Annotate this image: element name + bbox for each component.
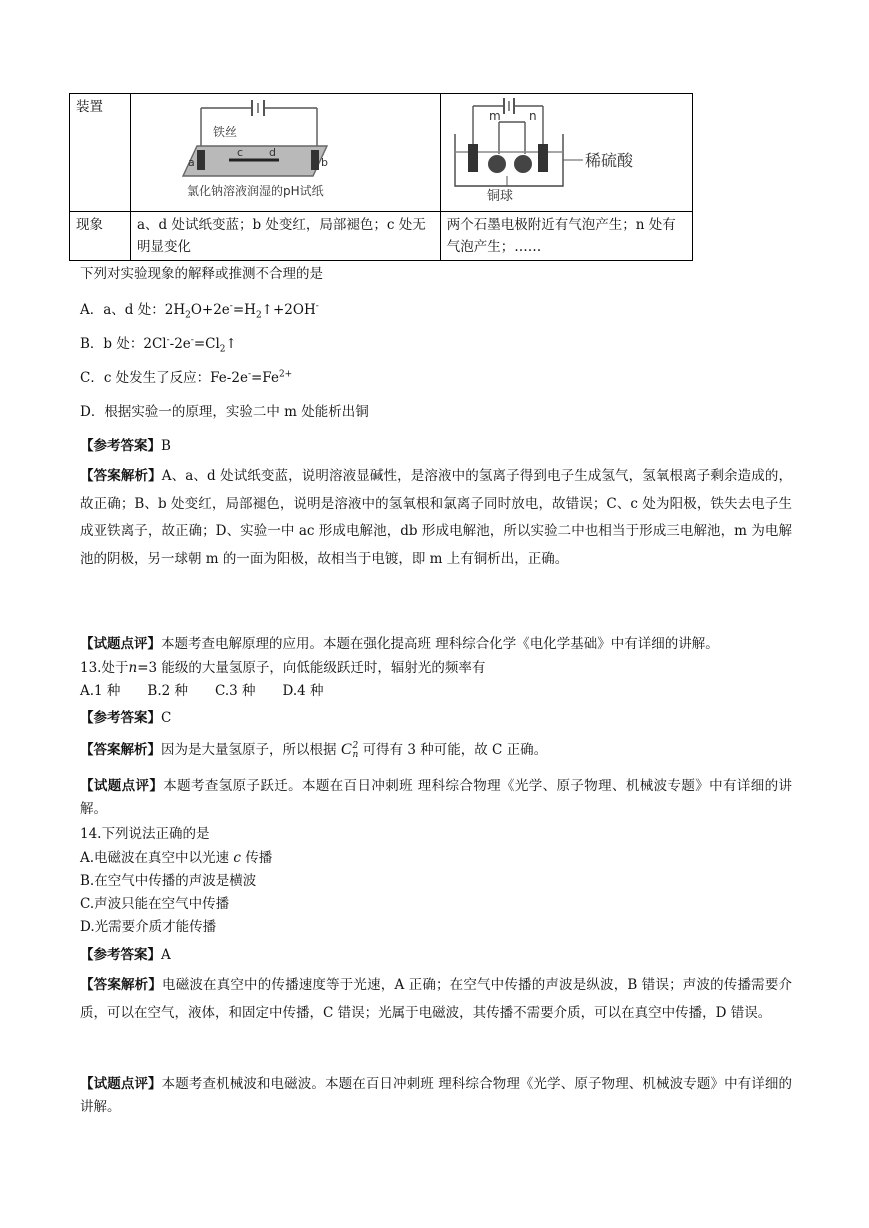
q12-stem: 下列对实验现象的解释或推测不合理的是	[80, 266, 323, 282]
apparatus-diagram-1-cell	[131, 94, 441, 212]
q13-comment: 【试题点评】本题考查氢原子跃迁。本题在百日冲刺班 理科综合物理《光学、原子物理、机械波专题》中有详细的讲解。	[80, 778, 792, 817]
q12-answer: 【参考答案】B	[80, 438, 171, 454]
q13-answer: 【参考答案】C	[80, 710, 172, 726]
q14-option-b: B.在空气中传播的声波是横波	[80, 873, 257, 889]
q12-comment: 【试题点评】本题考查电解原理的应用。本题在强化提高班 理科综合化学《电化学基础》中有详细的讲解。	[80, 636, 719, 652]
q12-option-a: A．a、d 处：$2H_2O+2e^-=H_2↑+2OH^-$	[80, 301, 319, 321]
electrolysis-ph-paper-diagram	[131, 94, 439, 204]
q12-option-d: D．根据实验一的原理，实验二中 m 处能析出铜	[80, 404, 369, 420]
q14-option-d: D.光需要介质才能传播	[80, 919, 217, 935]
diagram-label-m: m	[488, 109, 501, 123]
q14-option-c: C.声波只能在空气中传播	[80, 896, 230, 912]
q14-option-a: A.电磁波在真空中以光速 c 传播	[80, 850, 273, 866]
diagram-label-acid: 稀硫酸	[584, 151, 633, 170]
diagram-label-d: d	[269, 146, 276, 159]
q14-comment: 【试题点评】本题考查机械波和电磁波。本题在百日冲刺班 理科综合物理《光学、原子物理、机械波专题》中有详细的讲解。	[80, 1076, 793, 1115]
q13-stem: 13.处于n=3 能级的大量氢原子，向低能级跃迁时，辐射光的频率有	[80, 660, 486, 676]
q13-analysis: 【答案解析】因为是大量氢原子，所以根据 C2 n 可得有 3 种可能，故 C 正确。	[80, 740, 548, 760]
q13-options: A.1 种 B.2 种 C.3 种 D.4 种	[80, 683, 324, 699]
row-label-apparatus: 装置	[70, 94, 131, 212]
phenomenon-2: 两个石墨电极附近有气泡产生；n 处有气泡产生；……	[440, 212, 692, 261]
diagram-label-n: n	[528, 109, 537, 123]
diagram-caption: 氯化钠溶液润湿的pH试纸	[187, 184, 324, 198]
q14-stem: 14.下列说法正确的是	[80, 826, 210, 842]
q14-answer: 【参考答案】A	[80, 947, 171, 963]
combination-formula: C2 n	[340, 740, 359, 760]
experiment-table	[69, 93, 693, 261]
q14-analysis: 【答案解析】电磁波在真空中的传播速度等于光速，A 正确；在空气中传播的声波是纵波，B 错误；声波的传播需要介质，可以在空气，液体，和固定中传播，C 错误；光属于电磁波，其传播不需要介质，可以在真空中传播，D 错误。	[80, 977, 792, 1021]
diagram-label-b: b	[321, 156, 328, 169]
diagram-label-ball: 铜球	[486, 189, 513, 204]
phenomenon-1: a、d 处试纸变蓝；b 处变红，局部褪色；c 处无明显变化	[131, 212, 441, 261]
diagram-label-tiesi: 铁丝	[213, 125, 238, 139]
q12-analysis: 【答案解析】A、a、d 处试纸变蓝，说明溶液显碱性，是溶液中的氢离子得到电子生成氢气，氢氧根离子剩余造成的，故正确；B、b 处变红，局部褪色，说明是溶液中的氢氧根和氯离子同时放电，故错误；C、c 处为阳极，铁失去电子生成亚铁离子，故正确；D、实验一中 ac 形成电解池，db 形成电解池，所以实验二中也相当于形成三电解池，m 为电解池的阴极，另一球朝 m 的一面为阳极，故相当于电镀，即 m 上有铜析出，正确。	[80, 468, 793, 567]
apparatus-diagram-2-cell	[440, 94, 692, 212]
q12-option-c: C．c 处发生了反应：$Fe-2e^-=Fe^{2+}$	[80, 369, 293, 386]
table-row	[70, 94, 693, 212]
q12-option-b: B．b 处：$2Cl^--2e^-=Cl_2↑$	[80, 335, 237, 355]
table-row	[70, 212, 693, 261]
electroplating-diagram	[441, 94, 691, 204]
diagram-label-c: c	[237, 146, 244, 159]
diagram-label-a: a	[188, 156, 195, 169]
row-label-phenomenon: 现象	[70, 212, 131, 261]
